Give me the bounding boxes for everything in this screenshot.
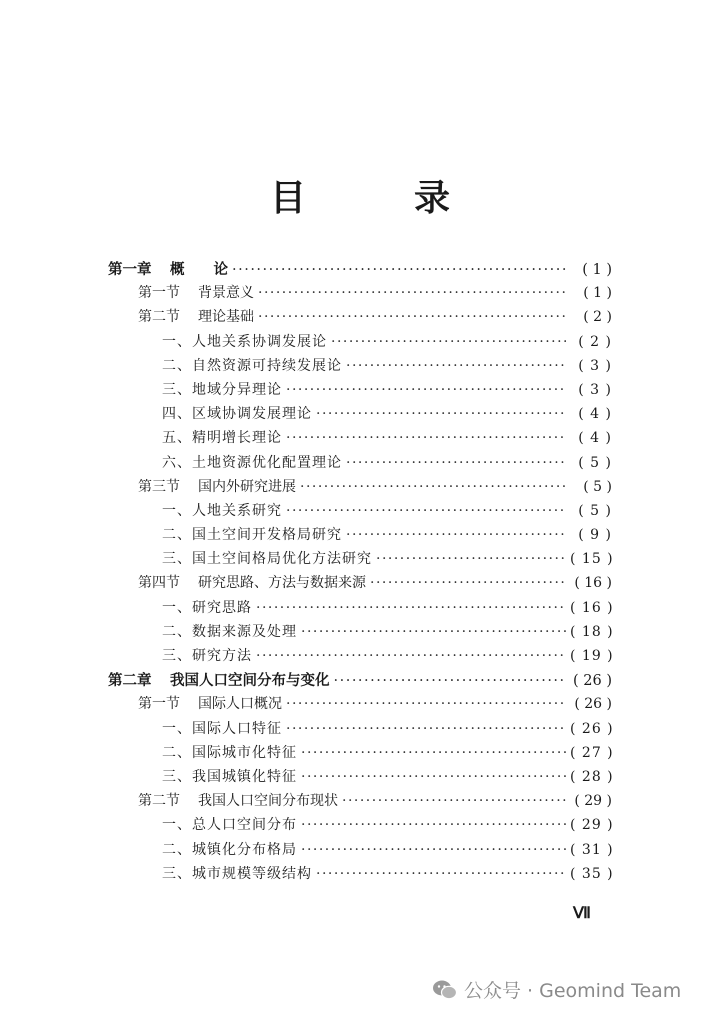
table-of-contents bbox=[108, 258, 612, 887]
toc-entry-title: 一、人地关系研究 bbox=[162, 502, 282, 519]
toc-page-number: ( 26 ) bbox=[574, 696, 612, 713]
dot-leader bbox=[286, 382, 566, 398]
toc-item-row bbox=[108, 718, 612, 742]
toc-entry-title: 二、自然资源可持续发展论 bbox=[162, 357, 342, 374]
toc-item-row bbox=[108, 863, 612, 887]
toc-entry-title: 一、研究思路 bbox=[162, 599, 252, 616]
toc-entry-title: 概 论 bbox=[170, 262, 228, 278]
watermark-text: 公众号 · Geomind Team bbox=[464, 980, 682, 1002]
toc-item-row bbox=[108, 621, 612, 645]
toc-entry-title: 背景意义 bbox=[198, 285, 254, 302]
dot-leader bbox=[301, 624, 566, 640]
dot-leader bbox=[232, 262, 566, 278]
toc-entry-label: 第一节 bbox=[138, 696, 180, 713]
dot-leader bbox=[301, 769, 566, 785]
toc-item-row bbox=[108, 645, 612, 669]
dot-leader bbox=[286, 721, 566, 737]
page-folio: Ⅶ bbox=[573, 905, 591, 922]
dot-leader bbox=[286, 696, 566, 712]
toc-entry-title: 二、国土空间开发格局研究 bbox=[162, 527, 342, 544]
toc-entry-title: 三、国土空间格局优化方法研究 bbox=[162, 551, 372, 568]
toc-page-number: ( 31 ) bbox=[570, 841, 614, 858]
toc-entry-title: 二、城镇化分布格局 bbox=[162, 841, 297, 858]
toc-entry-label: 第一章 bbox=[108, 262, 152, 278]
toc-page-number: ( 3 ) bbox=[578, 381, 612, 398]
toc-page-number: ( 29 ) bbox=[570, 817, 614, 834]
toc-entry-title: 三、城市规模等级结构 bbox=[162, 865, 312, 882]
toc-entry-label: 第二节 bbox=[138, 309, 180, 326]
toc-entry-label: 第二节 bbox=[138, 793, 180, 810]
toc-chapter-row bbox=[108, 669, 612, 693]
toc-item-row bbox=[108, 355, 612, 379]
toc-section-row bbox=[108, 476, 612, 500]
dot-leader bbox=[256, 600, 566, 616]
page-title: 目 录 bbox=[269, 177, 486, 219]
toc-entry-title: 六、土地资源优化配置理论 bbox=[162, 454, 342, 471]
dot-leader bbox=[301, 842, 566, 858]
toc-item-row bbox=[108, 427, 612, 451]
dot-leader bbox=[316, 866, 566, 882]
dot-leader bbox=[334, 673, 567, 689]
toc-section-row bbox=[108, 790, 612, 814]
toc-entry-title: 四、区域协调发展理论 bbox=[162, 406, 312, 423]
toc-entry-title: 一、人地关系协调发展论 bbox=[162, 333, 327, 350]
toc-entry-title: 一、总人口空间分布 bbox=[162, 817, 297, 834]
dot-leader bbox=[301, 817, 566, 833]
dot-leader bbox=[346, 358, 566, 374]
toc-entry-title: 二、国际城市化特征 bbox=[162, 744, 297, 761]
dot-leader bbox=[300, 479, 566, 495]
toc-item-row bbox=[108, 452, 612, 476]
toc-item-row bbox=[108, 742, 612, 766]
dot-leader bbox=[346, 455, 566, 471]
toc-entry-title: 研究思路、方法与数据来源 bbox=[198, 575, 366, 592]
dot-leader bbox=[370, 575, 566, 591]
toc-page-number: ( 5 ) bbox=[583, 478, 612, 495]
toc-page-number: ( 19 ) bbox=[570, 648, 614, 664]
toc-item-row bbox=[108, 403, 612, 427]
toc-entry-title: 国际人口概况 bbox=[198, 696, 282, 713]
toc-page-number: ( 4 ) bbox=[578, 406, 612, 423]
toc-section-row bbox=[108, 282, 612, 306]
toc-chapter-row bbox=[108, 258, 612, 282]
dot-leader bbox=[256, 648, 566, 664]
toc-entry-title: 理论基础 bbox=[198, 309, 254, 326]
toc-page-number: ( 26 ) bbox=[570, 720, 614, 737]
toc-entry-title: 一、国际人口特征 bbox=[162, 720, 282, 737]
dot-leader bbox=[301, 745, 566, 761]
toc-page-number: ( 2 ) bbox=[578, 333, 612, 350]
toc-item-row bbox=[108, 766, 612, 790]
toc-entry-label: 第四节 bbox=[138, 575, 180, 592]
dot-leader bbox=[258, 309, 566, 325]
toc-section-row bbox=[108, 306, 612, 330]
toc-entry-label: 第二章 bbox=[108, 673, 152, 690]
toc-section-row bbox=[108, 572, 612, 596]
toc-entry-title: 五、精明增长理论 bbox=[162, 430, 282, 447]
toc-page-number: ( 15 ) bbox=[570, 551, 614, 568]
toc-page-number: ( 28 ) bbox=[570, 768, 614, 785]
toc-page-number: ( 4 ) bbox=[578, 430, 612, 447]
dot-leader bbox=[286, 430, 566, 446]
toc-item-row bbox=[108, 839, 612, 863]
toc-page-number: ( 26 ) bbox=[573, 673, 612, 690]
toc-page-number: ( 5 ) bbox=[578, 454, 612, 471]
toc-entry-title: 三、我国城镇化特征 bbox=[162, 768, 297, 785]
dot-leader bbox=[376, 551, 566, 567]
toc-page-number: ( 16 ) bbox=[574, 575, 612, 592]
toc-entry-title: 我国人口空间分布与变化 bbox=[170, 673, 330, 690]
toc-page-number: ( 5 ) bbox=[578, 502, 612, 519]
dot-leader bbox=[286, 503, 566, 519]
wechat-icon bbox=[432, 979, 458, 1001]
dot-leader bbox=[342, 793, 566, 809]
dot-leader bbox=[316, 406, 566, 422]
toc-page-number: ( 1 ) bbox=[582, 262, 612, 278]
toc-page-number: ( 29 ) bbox=[574, 793, 612, 810]
toc-entry-label: 第三节 bbox=[138, 478, 180, 495]
toc-entry-title: 二、数据来源及处理 bbox=[162, 623, 297, 640]
toc-page-number: ( 27 ) bbox=[570, 744, 614, 761]
toc-section-row bbox=[108, 693, 612, 717]
toc-entry-title: 三、研究方法 bbox=[162, 648, 252, 664]
toc-entry-title: 我国人口空间分布现状 bbox=[198, 793, 338, 810]
toc-page-number: ( 9 ) bbox=[578, 527, 612, 544]
toc-page-number: ( 2 ) bbox=[583, 309, 612, 326]
toc-item-row bbox=[108, 524, 612, 548]
toc-item-row bbox=[108, 814, 612, 838]
dot-leader bbox=[331, 334, 566, 350]
dot-leader bbox=[258, 285, 566, 301]
toc-page-number: ( 18 ) bbox=[570, 623, 614, 640]
toc-page-number: ( 35 ) bbox=[570, 865, 614, 882]
dot-leader bbox=[346, 527, 566, 543]
toc-page-number: ( 3 ) bbox=[578, 357, 612, 374]
toc-item-row bbox=[108, 331, 612, 355]
toc-item-row bbox=[108, 500, 612, 524]
watermark bbox=[432, 976, 681, 1003]
toc-item-row bbox=[108, 548, 612, 572]
toc-page-number: ( 1 ) bbox=[583, 285, 612, 302]
toc-entry-title: 国内外研究进展 bbox=[198, 478, 296, 495]
toc-page-number: ( 16 ) bbox=[570, 599, 614, 616]
toc-item-row bbox=[108, 597, 612, 621]
toc-item-row bbox=[108, 379, 612, 403]
toc-entry-title: 三、地域分异理论 bbox=[162, 381, 282, 398]
toc-entry-label: 第一节 bbox=[138, 285, 180, 302]
